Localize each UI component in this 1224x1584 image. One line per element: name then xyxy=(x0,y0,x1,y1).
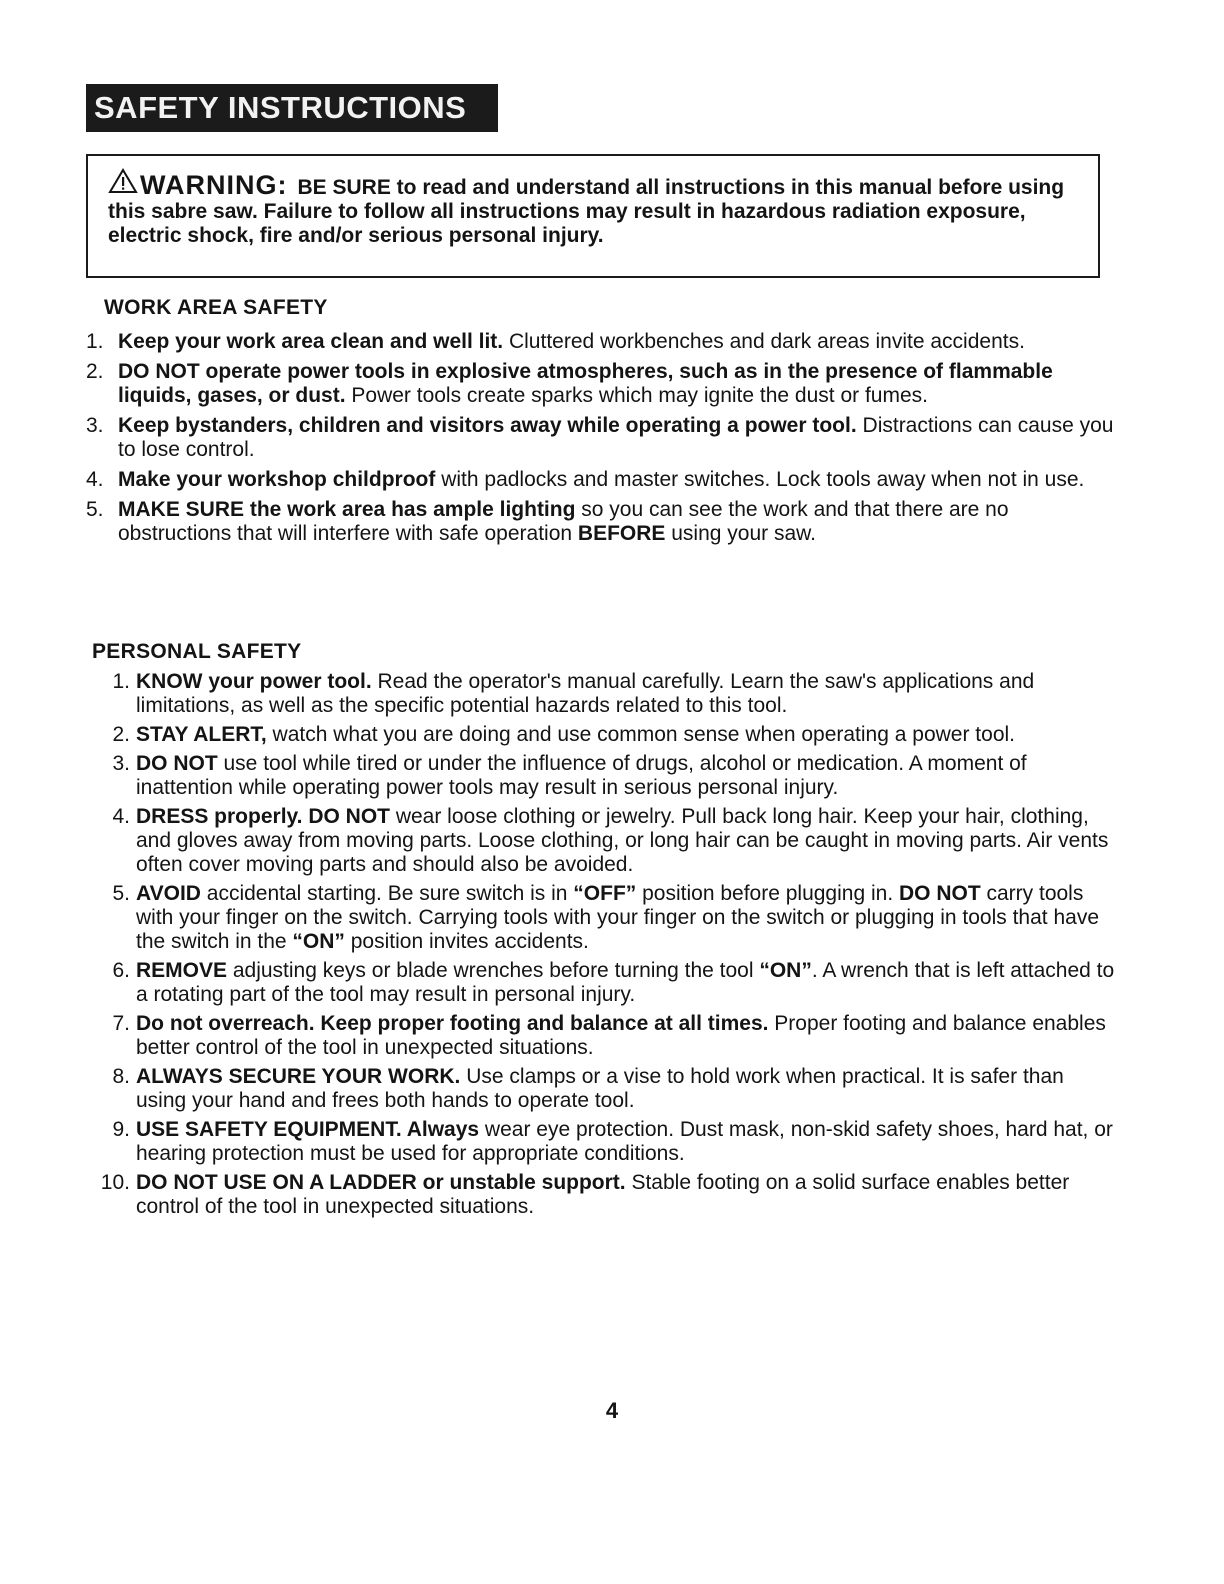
item-lead-text: BEFORE xyxy=(577,522,666,545)
item-body-text: . A wrench that is left attached to a rotating part of the tool may result in personal injury. xyxy=(136,959,1115,1006)
item-text xyxy=(136,805,1116,877)
item-text xyxy=(118,468,1116,492)
item-number: 1. xyxy=(86,330,104,353)
item-lead-text: DO NOT USE ON A LADDER or unstable support. xyxy=(136,1171,626,1194)
list-item xyxy=(86,468,1116,492)
warning-triangle-icon xyxy=(108,168,138,194)
item-body-text: with padlocks and master switches. Lock tools away when not in use. xyxy=(435,468,1085,491)
item-lead-text: ALWAYS SECURE YOUR WORK. xyxy=(136,1065,461,1088)
item-number: 6. xyxy=(112,959,130,982)
item-lead-text: STAY ALERT, xyxy=(136,723,267,746)
item-number: 8. xyxy=(112,1065,130,1088)
item-lead-text: Do not overreach. Keep proper footing and balance at all times. xyxy=(136,1012,769,1035)
item-lead-text: REMOVE xyxy=(136,959,228,982)
item-body-text: Read the operator's manual carefully. Learn the saw's applications and limitations, as well as the specific potential hazards related to this tool. xyxy=(136,670,1035,717)
item-number: 10. xyxy=(100,1171,130,1194)
item-number: 4. xyxy=(86,468,104,491)
item-body-text: Distractions can cause you to lose control. xyxy=(118,414,1114,461)
item-body-text: Cluttered workbenches and dark areas invite accidents. xyxy=(503,330,1025,353)
item-lead-text: Keep bystanders, children and visitors away while operating a power tool. xyxy=(118,414,857,437)
item-text xyxy=(118,330,1116,354)
warning-label: WARNING: xyxy=(140,170,288,200)
item-number: 5. xyxy=(112,882,130,905)
item-body-text: accidental starting. Be sure switch is in xyxy=(200,882,574,905)
item-body-text: position invites accidents. xyxy=(344,930,589,953)
list-item xyxy=(96,1065,1116,1113)
item-number: 5. xyxy=(86,498,104,521)
item-lead-text: Make your workshop childproof xyxy=(118,468,436,491)
personal-safety-heading: PERSONAL SAFETY xyxy=(92,640,302,663)
list-item xyxy=(96,1171,1116,1219)
item-body-text: Proper footing and balance enables better control of the tool in unexpected situations. xyxy=(136,1012,1106,1059)
work-area-list xyxy=(86,330,1116,552)
item-body-text: watch what you are doing and use common sense when operating a power tool. xyxy=(266,723,1015,746)
work-area-heading: WORK AREA SAFETY xyxy=(104,296,328,319)
list-item xyxy=(96,752,1116,800)
item-number: 1. xyxy=(112,670,130,693)
warning-head xyxy=(108,168,297,200)
item-number: 4. xyxy=(112,805,130,828)
item-lead-text: KNOW your power tool. xyxy=(136,670,372,693)
item-number: 7. xyxy=(112,1012,130,1035)
list-item xyxy=(96,959,1116,1007)
item-body-text: so you can see the work and that there are no obstructions that will interfere with safe operation xyxy=(118,498,1009,545)
item-number: 3. xyxy=(86,414,104,437)
item-text xyxy=(118,360,1116,408)
list-item xyxy=(86,414,1116,462)
item-lead-text: DRESS properly. DO NOT xyxy=(136,805,390,828)
item-lead-text: “OFF” xyxy=(573,882,637,905)
item-text xyxy=(136,882,1116,954)
item-text xyxy=(136,1065,1116,1113)
item-body-text: carry tools with your finger on the switch. Carrying tools with your finger on the switch or plugging in tools that have the switch in the xyxy=(136,882,1099,953)
item-lead-text: DO NOT xyxy=(136,752,218,775)
item-number: 2. xyxy=(112,723,130,746)
list-item xyxy=(96,1012,1116,1060)
list-item xyxy=(96,670,1116,718)
item-text xyxy=(136,1012,1116,1060)
list-item xyxy=(86,360,1116,408)
item-lead-text: MAKE SURE the work area has ample lighting xyxy=(118,498,576,521)
item-body-text: position before plugging in. xyxy=(636,882,899,905)
item-text xyxy=(118,414,1116,462)
item-lead-text: Keep your work area clean and well lit. xyxy=(118,330,504,353)
item-lead-text: AVOID xyxy=(136,882,201,905)
item-lead-text: DO NOT xyxy=(898,882,981,905)
item-text xyxy=(136,670,1116,718)
page-title: SAFETY INSTRUCTIONS xyxy=(94,90,467,125)
item-number: 3. xyxy=(112,752,130,775)
item-lead-text: “ON” xyxy=(759,959,812,982)
list-item xyxy=(86,330,1116,354)
item-number: 9. xyxy=(112,1118,130,1141)
item-body-text: Power tools create sparks which may ignite the dust or fumes. xyxy=(345,384,928,407)
item-text xyxy=(136,723,1116,747)
item-body-text: Use clamps or a vise to hold work when practical. It is safer than using your hand and frees both hands to operate tool. xyxy=(136,1065,1064,1112)
page-number: 4 xyxy=(605,1398,619,1423)
item-body-text: use tool while tired or under the influence of drugs, alcohol or medication. A moment of inattention while operating power tools may result in serious personal injury. xyxy=(136,752,1027,799)
item-text xyxy=(118,498,1116,546)
list-item xyxy=(96,882,1116,954)
item-lead-text: DO NOT operate power tools in explosive atmospheres, such as in the presence of flammable liquids, gases, or dust. xyxy=(118,360,1053,407)
warning-box xyxy=(86,154,1100,278)
section-title-banner xyxy=(86,84,498,132)
list-item xyxy=(96,1118,1116,1166)
warning-text: BE SURE to read and understand all instructions in this manual before using this sabre saw. Failure to follow all instructions may result in hazardous radiation exposure, electric shock, fire and/or serious personal injury. xyxy=(108,176,1065,247)
personal-safety-list xyxy=(96,670,1116,1224)
item-body-text: using your saw. xyxy=(665,522,817,545)
item-body-text: wear eye protection. Dust mask, non-skid safety shoes, hard hat, or hearing protection must be used for appropriate conditions. xyxy=(136,1118,1113,1165)
item-text xyxy=(136,1118,1116,1166)
item-number: 2. xyxy=(86,360,104,383)
list-item xyxy=(96,723,1116,747)
item-text xyxy=(136,959,1116,1007)
item-body-text: Stable footing on a solid surface enables better control of the tool in unexpected situations. xyxy=(136,1171,1070,1218)
item-lead-text: “ON” xyxy=(292,930,345,953)
item-body-text: wear loose clothing or jewelry. Pull back long hair. Keep your hair, clothing, and gloves away from moving parts. Loose clothing, or long hair can be caught in moving parts. Air vents often cover moving parts and should also be avoided. xyxy=(136,805,1109,876)
list-item xyxy=(86,498,1116,546)
item-text xyxy=(136,752,1116,800)
item-lead-text: USE SAFETY EQUIPMENT. Always xyxy=(136,1118,480,1141)
list-item xyxy=(96,805,1116,877)
item-body-text: adjusting keys or blade wrenches before turning the tool xyxy=(227,959,760,982)
item-text xyxy=(136,1171,1116,1219)
